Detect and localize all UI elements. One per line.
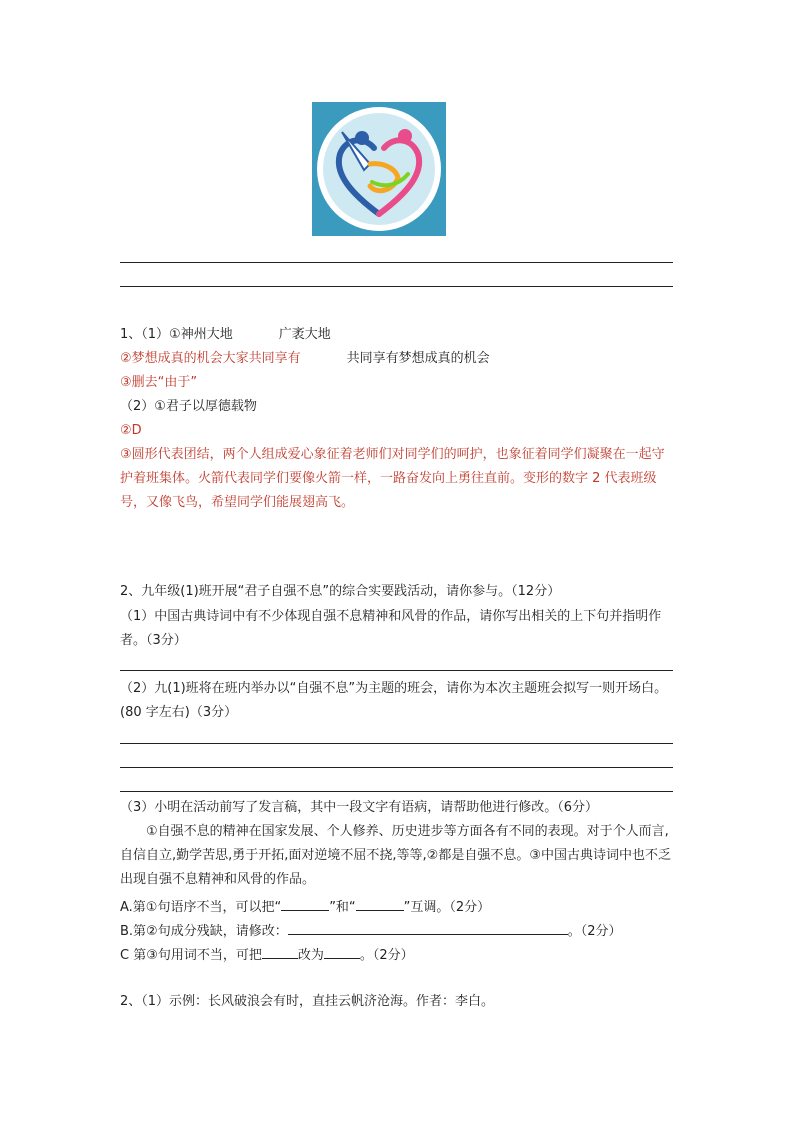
header-rule-2 [120, 286, 673, 287]
answer-rule-3 [120, 767, 673, 768]
answer-2-3: ③圆形代表团结，两个人组成爱心象征着老师们对同学们的呵护，也象征着同学们凝聚在一起守护着班集体。火箭代表同学们要像火箭一样，一路奋发向上勇往直前。变形的数字 2 代表班级号，又像飞鸟，希望同学们能展翅高飞。 [120, 447, 665, 510]
answer-2-1: （2）①君子以厚德载物 [120, 399, 257, 414]
question-2-passage: ①自强不息的精神在国家发展、个人修养、历史进步等方面各有不同的表现。对于个人而言,自信自立,勤学苦思,勇于开拓,面对逆境不屈不挠,等等,②都是自强不息。③中国古典诗词中也不乏出现自强不息精神和风骨的作品。 [120, 824, 671, 887]
answer-2-2: ②D [120, 423, 142, 438]
answer-1-3: ③删去“由于” [120, 375, 198, 390]
blank-a1[interactable] [281, 898, 329, 911]
answer-1-2: ②梦想成真的机会大家共同享有 共同享有梦想成真的机会 [120, 351, 490, 366]
header-rule-1 [120, 262, 673, 263]
answer-q2-1: 2、（1）示例：长风破浪会有时，直挂云帆济沧海。作者：李白。 [120, 994, 495, 1009]
blank-b[interactable] [288, 922, 568, 935]
blank-c1[interactable] [262, 946, 298, 959]
question-2-sub1: （1）中国古典诗词中有不少体现自强不息精神和风骨的作品，请你写出相关的上下句并指明作者。（3分） [120, 609, 662, 648]
answer-1-1: 1、（1）①神州大地 广袤大地 [120, 327, 331, 342]
answer-rule-4 [120, 791, 673, 792]
question-2-sub2: （2）九(1)班将在班内举办以“自强不息”为主题的班会，请你为本次主题班会拟写一则开场白。(80 字左右)（3分） [120, 681, 668, 720]
class-logo-icon [312, 102, 446, 236]
blank-c2[interactable] [324, 946, 360, 959]
question-2-option-c: C 第③句用词不当，可把 改为 。（2分） [120, 948, 414, 963]
question-2-intro: 2、九年级(1)班开展“君子自强不息”的综合实要践活动，请你参与。（12分） [120, 584, 561, 599]
question-2-option-a: A.第①句语序不当，可以把“ ”和“ ”互调。（2分） [120, 900, 491, 915]
question-2-sub3: （3）小明在活动前写了发言稿，其中一段文字有语病，请帮助他进行修改。（6分） [120, 800, 599, 815]
answer-rule-1 [120, 670, 673, 671]
blank-a2[interactable] [356, 898, 404, 911]
answer-rule-2 [120, 743, 673, 744]
question-2-option-b: B.第②句成分残缺，请修改： 。（2分） [120, 924, 622, 939]
